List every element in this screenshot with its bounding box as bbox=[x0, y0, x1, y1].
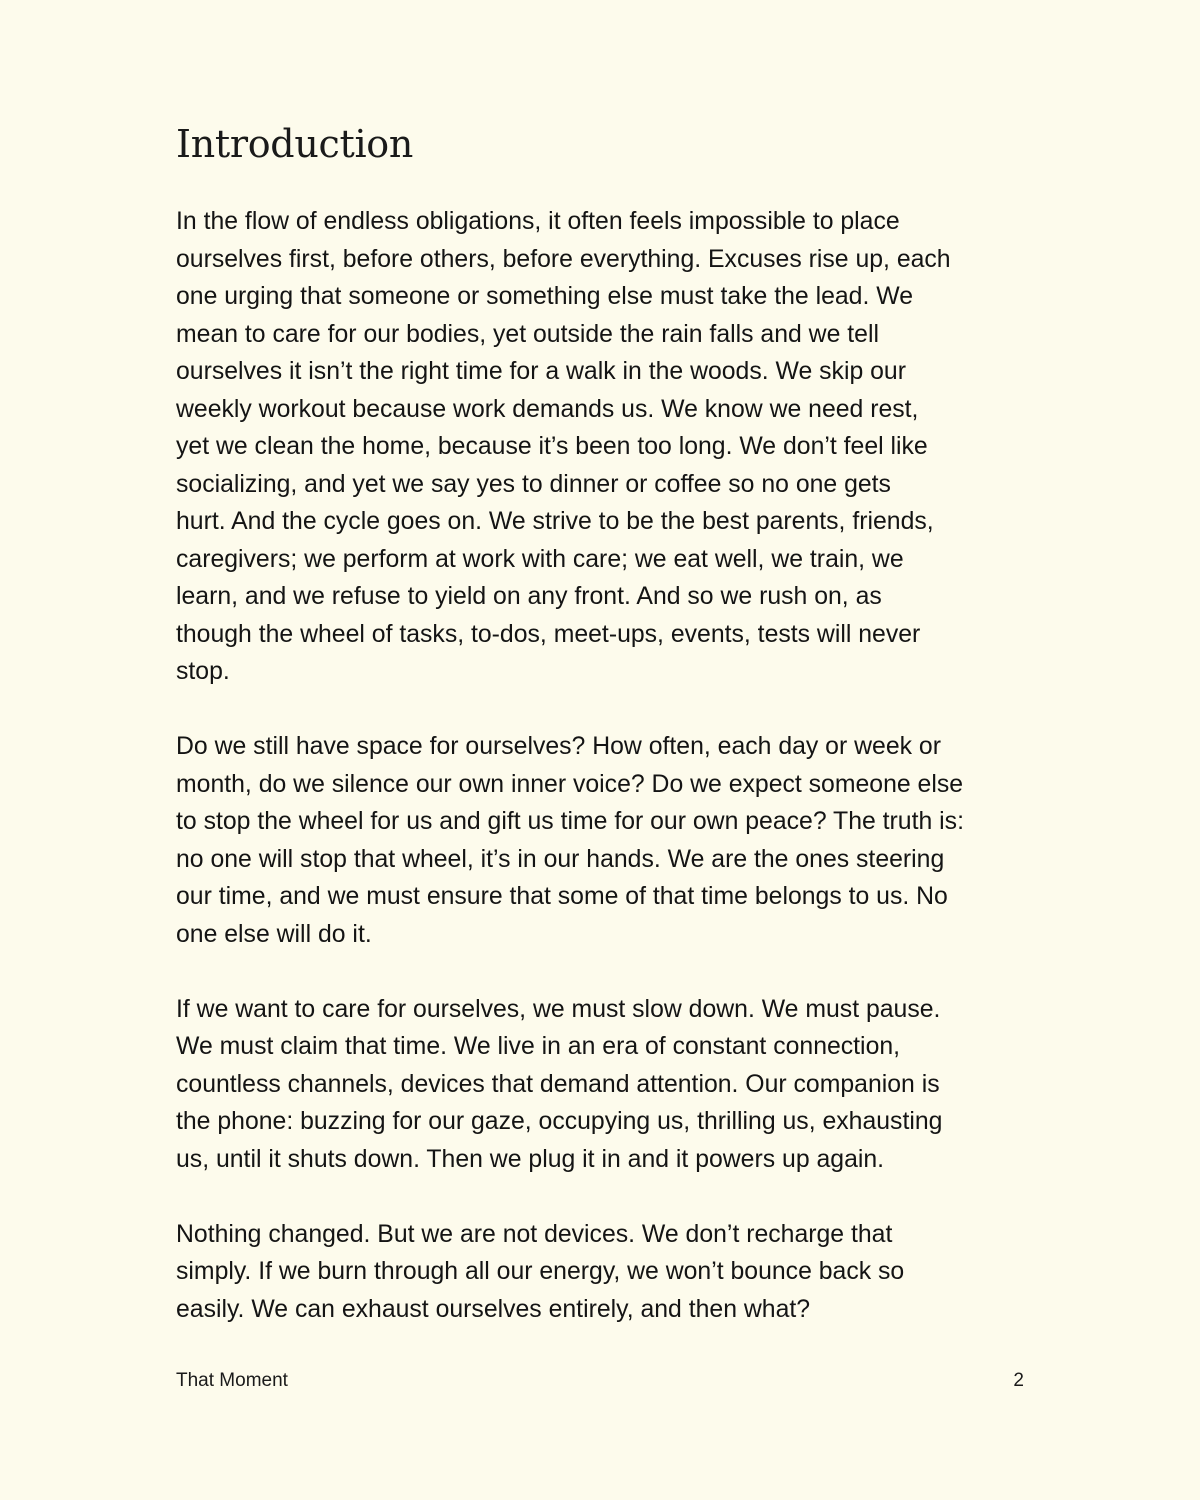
paragraph-2: Do we still have space for ourselves? How often, each day or week or month, do we silence our own inner voice? Do we expect someone else to stop the wheel for us and gift us time for our own peace? The truth is: no one will stop that wheel, it’s in our hands. We are the ones steering our time, and we must ensure that some of that time belongs to us. No one else will do it. bbox=[176, 733, 964, 948]
footer-book-title: That Moment bbox=[176, 1370, 288, 1391]
body-text bbox=[176, 203, 1036, 1366]
paragraph-1: In the flow of endless obligations, it often feels impossible to place ourselves first, before others, before everything. Excuses rise up, each one urging that someone or something else must take the lead. We mean to care for our bodies, yet outside the rain falls and we tell ourselves it isn’t the right time for a walk in the woods. We skip our weekly workout because work demands us. We know we need rest, yet we clean the home, because it’s been too long. We don’t feel like socializing, and yet we say yes to dinner or coffee so no one gets hurt. And the cycle goes on. We strive to be the best parents, friends, caregivers; we perform at work with care; we eat well, we train, we learn, and we refuse to yield on any front. And so we rush on, as though the wheel of tasks, to-dos, meet-ups, events, tests will never stop. bbox=[176, 208, 951, 685]
page-title: Introduction bbox=[176, 122, 414, 166]
paragraph-3: If we want to care for ourselves, we must slow down. We must pause. We must claim that time. We live in an era of constant connection, countless channels, devices that demand attention. Our companion is the phone: buzzing for our gaze, occupying us, thrilling us, exhausting us, until it shuts down. Then we plug it in and it powers up again. bbox=[176, 995, 943, 1173]
footer-page-number: 2 bbox=[1013, 1370, 1024, 1391]
paragraph-4: Nothing changed. But we are not devices. We don’t recharge that simply. If we burn through all our energy, we won’t bounce back so easily. We can exhaust ourselves entirely, and then what? bbox=[176, 1220, 905, 1323]
